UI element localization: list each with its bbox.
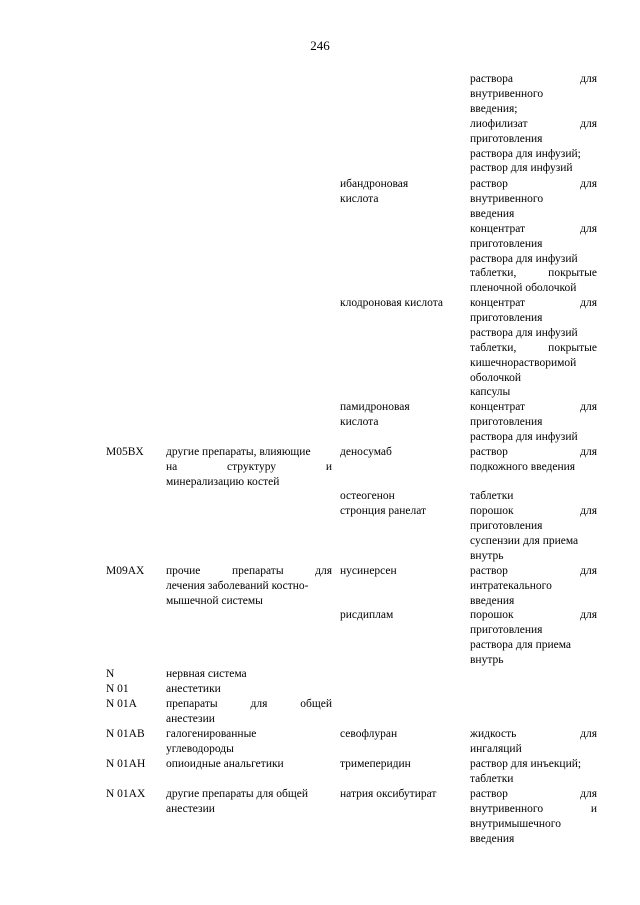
- word: рисдиплам: [340, 609, 394, 621]
- dosage-form: [470, 177, 597, 296]
- group-name-line: [166, 757, 332, 772]
- dosage-form-line: [470, 772, 597, 787]
- dosage-form: [470, 608, 597, 668]
- drug-name: [340, 400, 462, 430]
- dosage-form-line: [470, 519, 597, 534]
- word: анестетики: [166, 683, 221, 695]
- word: для: [580, 728, 597, 740]
- word: концентрат: [470, 222, 526, 235]
- word: анестезии: [166, 802, 215, 815]
- word: нусинерсен: [340, 565, 397, 577]
- word: остеогенон: [340, 490, 395, 502]
- word: покрытые: [548, 341, 597, 354]
- word: введения;: [470, 102, 518, 115]
- drug-name-line: [340, 727, 462, 742]
- word: подкожного введения: [470, 460, 576, 473]
- word: раствор: [470, 178, 508, 190]
- drug-name: [340, 608, 462, 623]
- word: и: [590, 802, 597, 815]
- group-name-line: [166, 564, 332, 579]
- word: кислота: [340, 192, 379, 205]
- word: препараты: [231, 565, 284, 577]
- word: для: [580, 446, 597, 458]
- word: и: [325, 460, 332, 473]
- group-name-line: [166, 727, 332, 742]
- dosage-form-line: [470, 102, 597, 117]
- word: для: [250, 698, 268, 710]
- dosage-form: [470, 757, 597, 787]
- drug-name-line: [340, 400, 462, 415]
- dosage-form-line: [470, 87, 597, 102]
- word: опиоидные анальгетики: [166, 758, 284, 770]
- group-name: [166, 727, 332, 757]
- dosage-form-line: [470, 638, 597, 653]
- word: внутривенного: [470, 87, 544, 100]
- dosage-form-line: [470, 296, 597, 311]
- dosage-form-line: [470, 266, 597, 281]
- drug-name: [340, 489, 462, 519]
- word: раствор: [470, 565, 508, 577]
- drug-name-line: [340, 489, 462, 504]
- word: клодроновая кислота: [340, 297, 444, 309]
- drug-name: [340, 757, 462, 772]
- word: N 01: [106, 683, 129, 695]
- word: жидкость: [470, 728, 517, 740]
- word: суспензии для приема: [470, 534, 579, 547]
- dosage-form: [470, 564, 597, 609]
- word: концентрат: [470, 297, 526, 309]
- word: севофлуран: [340, 728, 398, 740]
- word: введения: [470, 594, 515, 607]
- dosage-form-line: [470, 504, 597, 519]
- dosage-form: [470, 727, 597, 757]
- drug-name-line: [340, 192, 462, 207]
- word: N 01AB: [106, 728, 145, 740]
- word: N 01AX: [106, 788, 146, 800]
- word: покрытые: [548, 267, 597, 280]
- word: для: [315, 565, 332, 577]
- word: приготовления: [470, 623, 543, 636]
- atc-code-line: [106, 727, 164, 742]
- word: приготовления: [470, 311, 543, 324]
- dosage-form-line: [470, 177, 597, 192]
- dosage-form-line: [470, 832, 597, 847]
- atc-code: [106, 697, 164, 712]
- dosage-form-line: [470, 222, 597, 237]
- word: препараты: [166, 698, 218, 710]
- atc-code: [106, 727, 164, 742]
- group-name-line: [166, 475, 332, 490]
- dosage-form-line: [470, 757, 597, 772]
- dosage-form-line: [470, 430, 597, 445]
- word: другие препараты, влияющие: [166, 446, 311, 458]
- word: раствор: [470, 446, 508, 458]
- drug-name-line: [340, 608, 462, 623]
- word: ингаляций: [470, 742, 522, 755]
- word: для: [580, 222, 597, 235]
- word: концентрат: [470, 401, 526, 413]
- atc-code-line: [106, 564, 164, 579]
- dosage-form-line: [470, 727, 597, 742]
- drug-name: [340, 445, 462, 460]
- word: лиофилизат: [470, 117, 528, 130]
- word: оболочкой: [470, 371, 522, 384]
- word: раствора: [470, 73, 513, 85]
- drug-name: [340, 177, 462, 207]
- word: деносумаб: [340, 446, 392, 458]
- word: углеводороды: [166, 742, 234, 755]
- group-name: [166, 564, 332, 609]
- group-name-line: [166, 682, 332, 697]
- word: лечения заболеваний костно-: [166, 579, 309, 592]
- dosage-form-line: [470, 787, 597, 802]
- word: N 01A: [106, 698, 137, 710]
- dosage-form-line: [470, 311, 597, 326]
- group-name-line: [166, 712, 332, 727]
- group-name-line: [166, 667, 332, 682]
- drug-name: [340, 727, 462, 742]
- dosage-form-line: [470, 281, 597, 296]
- page-number: 246: [310, 38, 330, 53]
- word: общей: [300, 698, 332, 710]
- word: для: [580, 565, 597, 577]
- word: N 01AH: [106, 758, 146, 770]
- word: натрия оксибутират: [340, 788, 437, 800]
- dosage-form-line: [470, 356, 597, 371]
- word: другие препараты для общей: [166, 788, 308, 800]
- word: прочие: [166, 565, 201, 577]
- drug-name-line: [340, 564, 462, 579]
- dosage-form-line: [470, 415, 597, 430]
- dosage-form-line: [470, 72, 597, 87]
- word: мышечной системы: [166, 594, 263, 607]
- atc-code-line: [106, 697, 164, 712]
- word: внутрь: [470, 549, 504, 562]
- drug-name-line: [340, 296, 462, 311]
- dosage-form-line: [470, 161, 597, 176]
- dosage-form-line: [470, 564, 597, 579]
- dosage-form: [470, 296, 597, 400]
- dosage-form-line: [470, 147, 597, 162]
- word: на: [166, 460, 178, 473]
- dosage-form-line: [470, 371, 597, 386]
- word: нервная система: [166, 668, 247, 680]
- dosage-form-line: [470, 117, 597, 132]
- word: таблетки,: [470, 341, 517, 354]
- group-name-line: [166, 787, 332, 802]
- dosage-form-line: [470, 341, 597, 356]
- dosage-form: [470, 489, 597, 564]
- word: порошок: [470, 504, 514, 517]
- word: внутрь: [470, 653, 504, 666]
- dosage-form-line: [470, 192, 597, 207]
- word: порошок: [470, 609, 514, 621]
- dosage-form-line: [470, 742, 597, 757]
- word: приготовления: [470, 415, 543, 428]
- word: M09AX: [106, 565, 145, 577]
- atc-code: [106, 564, 164, 579]
- word: раствора для инфузий: [470, 430, 578, 443]
- word: для: [580, 609, 597, 621]
- word: для: [580, 788, 597, 800]
- drug-name: [340, 564, 462, 579]
- group-name-line: [166, 460, 332, 475]
- atc-code: [106, 757, 164, 772]
- dosage-form-line: [470, 608, 597, 623]
- drug-name-line: [340, 504, 462, 519]
- dosage-form: [470, 787, 597, 847]
- word: интратекального: [470, 579, 552, 592]
- word: таблетки: [470, 490, 514, 502]
- word: для: [580, 178, 597, 190]
- dosage-form: [470, 72, 597, 176]
- dosage-form-line: [470, 237, 597, 252]
- word: стронция ранелат: [340, 504, 427, 517]
- dosage-form-line: [470, 207, 597, 222]
- word: капсулы: [470, 386, 511, 399]
- dosage-form-line: [470, 385, 597, 400]
- atc-code-line: [106, 445, 164, 460]
- dosage-form-line: [470, 579, 597, 594]
- group-name-line: [166, 579, 332, 594]
- word: структуру: [227, 460, 277, 473]
- atc-code-line: [106, 787, 164, 802]
- dosage-form-line: [470, 132, 597, 147]
- word: кишечнорастворимой: [470, 356, 577, 369]
- atc-code: [106, 667, 164, 682]
- dosage-form: [470, 400, 597, 445]
- word: N: [106, 668, 115, 680]
- dosage-form-line: [470, 817, 597, 832]
- word: для: [580, 504, 597, 517]
- word: раствор для инфузий: [470, 162, 573, 175]
- word: для: [580, 73, 597, 85]
- word: ибандроновая: [340, 178, 409, 190]
- atc-code: [106, 445, 164, 460]
- drug-name-line: [340, 415, 462, 430]
- drug-name-line: [340, 787, 462, 802]
- dosage-form-line: [470, 549, 597, 564]
- drug-name: [340, 787, 462, 802]
- word: тримеперидин: [340, 758, 411, 770]
- group-name: [166, 787, 332, 817]
- word: раствора для инфузий: [470, 252, 578, 265]
- dosage-form-line: [470, 623, 597, 638]
- dosage-form-line: [470, 594, 597, 609]
- dosage-form-line: [470, 252, 597, 267]
- drug-name: [340, 296, 462, 311]
- word: раствора для инфузий: [470, 326, 578, 339]
- group-name-line: [166, 445, 332, 460]
- word: кислота: [340, 415, 379, 428]
- word: для: [580, 401, 597, 413]
- group-name-line: [166, 697, 332, 712]
- word: приготовления: [470, 132, 543, 145]
- word: приготовления: [470, 237, 543, 250]
- group-name: [166, 445, 332, 490]
- word: введения: [470, 832, 515, 845]
- dosage-form: [470, 445, 597, 475]
- dosage-form-line: [470, 445, 597, 460]
- word: минерализацию костей: [166, 475, 280, 488]
- word: галогенированные: [166, 728, 257, 740]
- dosage-form-line: [470, 802, 597, 817]
- word: пленочной оболочкой: [470, 282, 577, 295]
- word: внутримышечного: [470, 817, 561, 830]
- drug-name-line: [340, 177, 462, 192]
- drug-name-line: [340, 445, 462, 460]
- atc-code: [106, 787, 164, 802]
- word: раствора для инфузий;: [470, 147, 581, 160]
- dosage-form-line: [470, 534, 597, 549]
- group-name-line: [166, 594, 332, 609]
- dosage-form-line: [470, 400, 597, 415]
- word: памидроновая: [340, 401, 410, 413]
- dosage-form-line: [470, 326, 597, 341]
- word: внутривенного: [470, 192, 544, 205]
- group-name: [166, 667, 332, 682]
- group-name: [166, 757, 332, 772]
- word: таблетки,: [470, 267, 517, 280]
- dosage-form-line: [470, 489, 597, 504]
- atc-code-line: [106, 757, 164, 772]
- group-name: [166, 682, 332, 697]
- dosage-form-line: [470, 460, 597, 475]
- word: таблетки: [470, 772, 514, 785]
- group-name-line: [166, 802, 332, 817]
- word: раствор: [470, 788, 508, 800]
- dosage-form-line: [470, 653, 597, 668]
- word: для: [580, 297, 597, 309]
- group-name: [166, 697, 332, 727]
- word: раствор для инъекций;: [470, 758, 582, 770]
- word: внутривенного: [470, 802, 544, 815]
- word: раствора для приема: [470, 638, 572, 651]
- atc-code: [106, 682, 164, 697]
- word: введения: [470, 207, 515, 220]
- word: приготовления: [470, 519, 543, 532]
- atc-code-line: [106, 667, 164, 682]
- word: M05BX: [106, 446, 144, 458]
- word: анестезии: [166, 712, 215, 725]
- drug-name-line: [340, 757, 462, 772]
- word: для: [580, 117, 597, 130]
- group-name-line: [166, 742, 332, 757]
- atc-code-line: [106, 682, 164, 697]
